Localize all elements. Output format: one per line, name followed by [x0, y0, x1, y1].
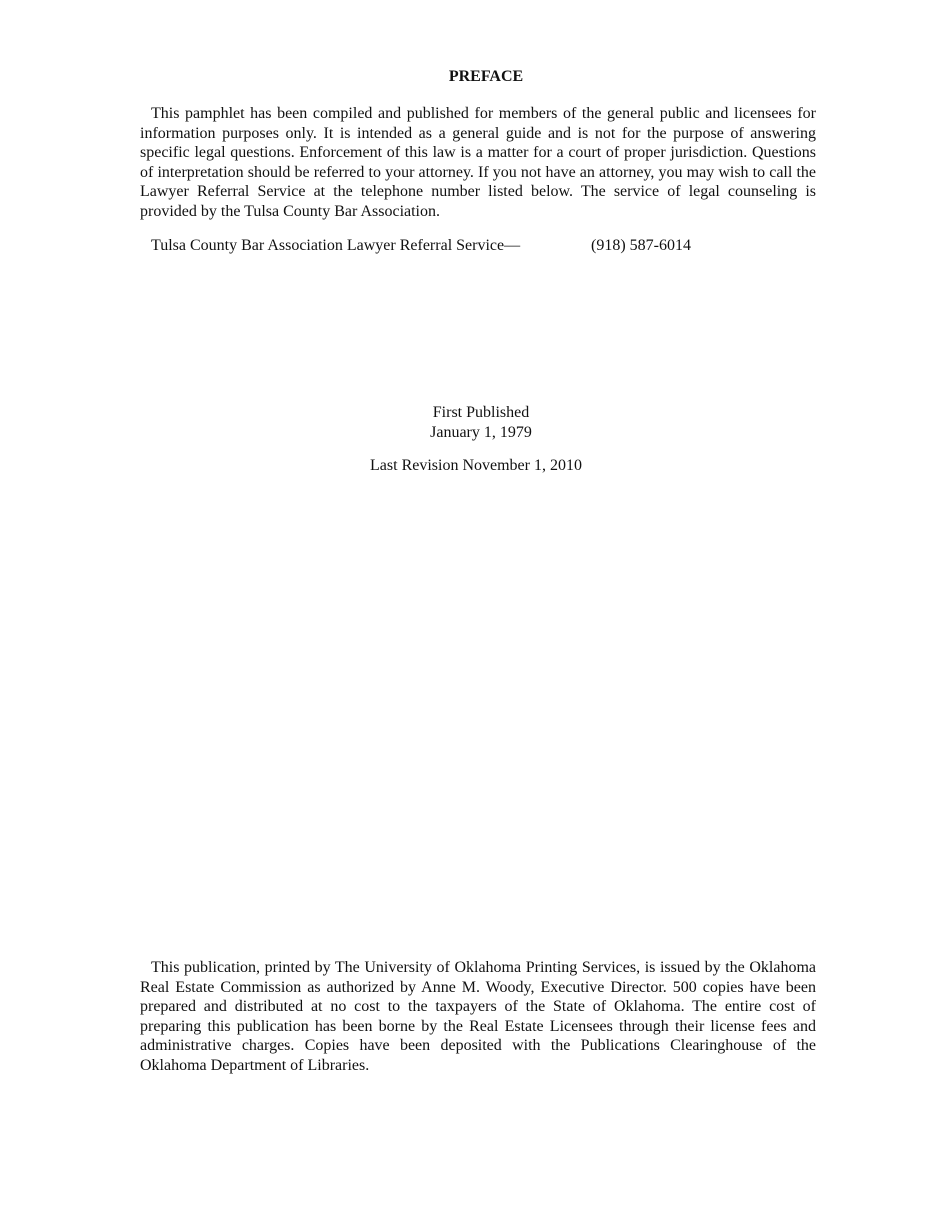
first-published-date: January 1, 1979 — [430, 424, 532, 441]
last-revision-date: Last Revision November 1, 2010 — [370, 457, 582, 474]
referral-service-phone: (918) 587-6014 — [591, 237, 691, 254]
first-published-label: First Published — [432, 404, 530, 421]
referral-service-label: Tulsa County Bar Association Lawyer Referral Service— — [151, 237, 521, 254]
page-title: PREFACE — [448, 68, 524, 85]
printing-notice-paragraph: This publication, printed by The University of Oklahoma Printing Services, is issued by the Oklahoma Real Estate Commission as authorized by Anne M. Woody, Executive Director. 500 copies have been prepared and distributed at no cost to the taxpayers of the State of Oklahoma. The entire cost of preparing this publication has been borne by the Real Estate Licensees through their license fees and administrative charges. Copies have been deposited with the Publications Clearinghouse of the Oklahoma Department of Libraries. — [140, 959, 816, 1074]
preface-paragraph: This pamphlet has been compiled and published for members of the general public and licensees for information purposes only. It is intended as a general guide and is not for the purpose of answering specific legal questions. Enforcement of this law is a matter for a court of proper jurisdiction. Questions of interpretation should be referred to your attorney. If you not have an attorney, you may wish to call the Lawyer Referral Service at the telephone number listed below. The service of legal counseling is provided by the Tulsa County Bar Association. — [140, 105, 816, 220]
